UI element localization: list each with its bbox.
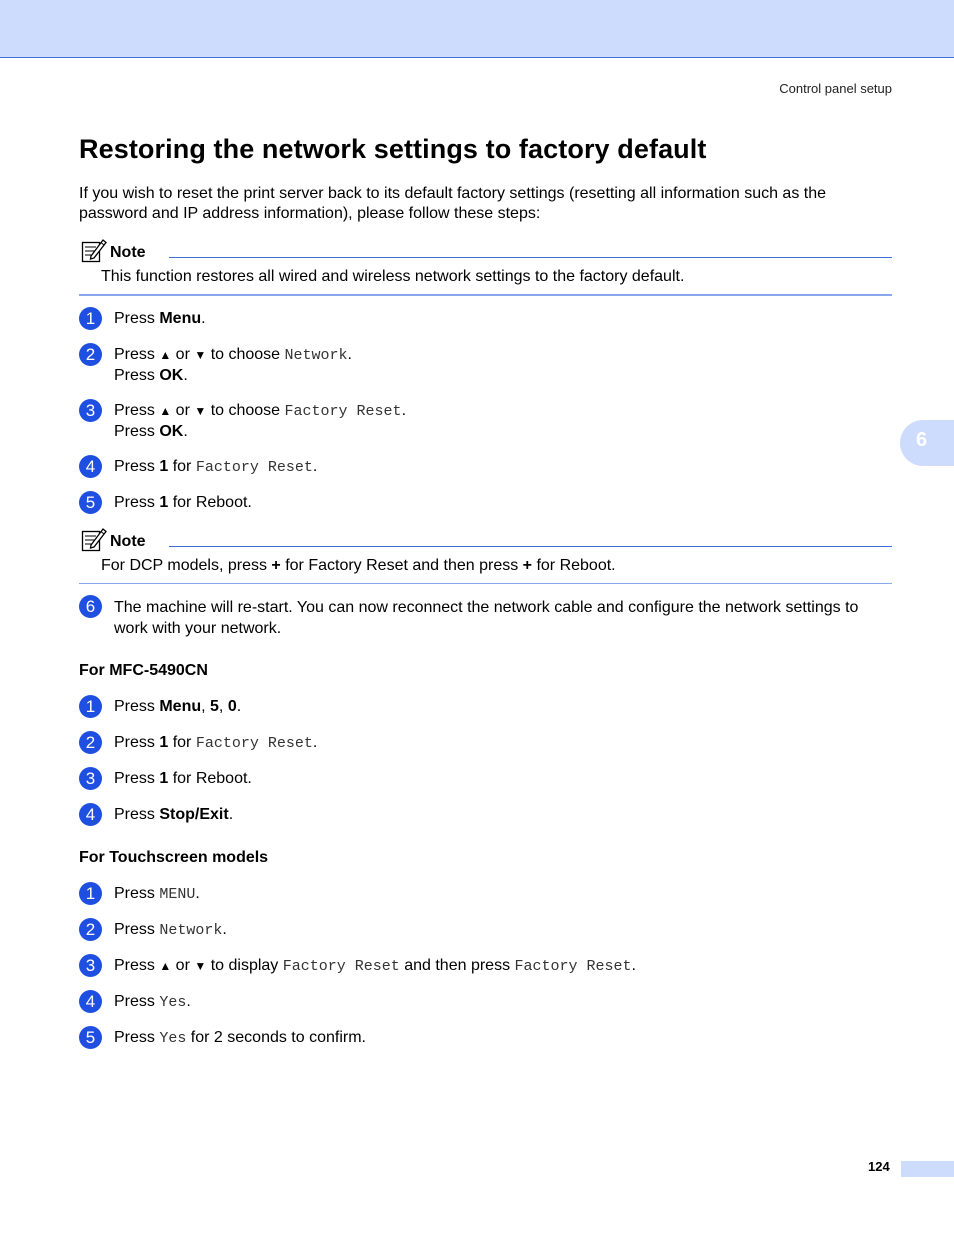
step-text: Press — [114, 367, 160, 384]
step-text: Press — [114, 957, 160, 974]
step-text: The machine will re-start. You can now reconnect the network cable and configure the network settings to work with your network. — [114, 599, 859, 637]
step-number-badge: 4 — [79, 803, 102, 826]
step-text: Press — [114, 770, 160, 787]
key-label: 0 — [227, 698, 237, 715]
footer-bar — [901, 1161, 954, 1177]
step-text: for — [168, 458, 196, 475]
step-number-badge: 5 — [79, 1026, 102, 1049]
lcd-text: Factory Reset — [284, 403, 402, 420]
step-text: . — [183, 367, 188, 384]
lcd-text: Network — [284, 347, 348, 364]
up-arrow-icon: ▲ — [159, 348, 172, 362]
section-heading-touchscreen: For Touchscreen models — [79, 849, 269, 866]
lcd-text: Factory Reset — [514, 958, 632, 975]
step-text: Press — [114, 346, 160, 363]
key-label: 5 — [210, 698, 219, 715]
lcd-text: Yes — [159, 994, 187, 1011]
step-number-badge: 1 — [79, 307, 102, 330]
chapter-tab — [900, 420, 954, 466]
step-text: to choose — [206, 346, 285, 363]
step-text: Press — [114, 494, 160, 511]
lcd-text: MENU — [159, 886, 196, 903]
step-text: . — [312, 458, 318, 475]
step-number-badge: 4 — [79, 990, 102, 1013]
step-text: or — [171, 402, 195, 419]
note-label: Note — [110, 533, 146, 550]
lcd-text: Factory Reset — [195, 459, 313, 476]
step-number-badge: 3 — [79, 954, 102, 977]
key-label: Menu — [159, 698, 202, 715]
note-divider — [169, 257, 892, 258]
note-divider — [169, 546, 892, 547]
note-text: This function restores all wired and wireless network settings to the factory default. — [101, 268, 685, 285]
key-label: Menu — [159, 310, 202, 327]
step-text: Press — [114, 402, 160, 419]
lcd-text: Factory Reset — [282, 958, 400, 975]
lcd-text: Network — [159, 922, 223, 939]
step-number-badge: 1 — [79, 695, 102, 718]
step-text: . — [183, 423, 188, 440]
chapter-number: 6 — [916, 429, 928, 451]
key-label: OK — [159, 423, 184, 440]
up-arrow-icon: ▲ — [159, 404, 172, 418]
step-number-badge: 2 — [79, 731, 102, 754]
header-band — [0, 0, 954, 58]
intro-paragraph: If you wish to reset the print server back to its default factory settings (resetting all information such as the password and IP address information), please follow these steps: — [79, 185, 827, 222]
step-text: or — [171, 346, 195, 363]
step-text: Press — [114, 993, 160, 1010]
step-text: to choose — [206, 402, 285, 419]
key-label: 1 — [159, 734, 169, 751]
step-text: Press — [114, 310, 160, 327]
key-label: 1 — [159, 770, 169, 787]
step-text: Press — [114, 698, 160, 715]
note-label: Note — [110, 244, 146, 261]
page-number: 124 — [868, 1159, 890, 1174]
step-text: for Reboot. — [168, 494, 252, 511]
section-heading-mfc: For MFC-5490CN — [79, 662, 208, 679]
step-number-badge: 2 — [79, 343, 102, 366]
step-text: . — [401, 402, 407, 419]
note-pencil-icon — [81, 526, 107, 552]
step-text: . — [347, 346, 352, 363]
key-label: Stop/Exit — [159, 806, 229, 823]
step-text: Press — [114, 921, 160, 938]
step-number-badge: 5 — [79, 491, 102, 514]
running-header: Control panel setup — [779, 81, 892, 96]
step-number-badge: 6 — [79, 595, 102, 618]
step-text: Press — [114, 806, 160, 823]
note-bottom-rule — [79, 583, 892, 584]
lcd-text: Yes — [159, 1030, 187, 1047]
step-text: . — [201, 310, 206, 327]
step-text: Press — [114, 423, 160, 440]
step-number-badge: 1 — [79, 882, 102, 905]
step-text: Press — [114, 885, 160, 902]
step-number-badge: 2 — [79, 918, 102, 941]
step-number-badge: 3 — [79, 399, 102, 422]
note-box — [79, 526, 892, 585]
note-box — [79, 237, 892, 297]
down-arrow-icon: ▼ — [194, 404, 207, 418]
step-text: Press — [114, 734, 160, 751]
step-number-badge: 3 — [79, 767, 102, 790]
lcd-text: Factory Reset — [195, 735, 313, 752]
step-number-badge: 4 — [79, 455, 102, 478]
note-text: For DCP models, press + for Factory Reset and then press + for Reboot. — [101, 557, 616, 574]
step-text: Press — [114, 458, 160, 475]
key-label: 1 — [159, 494, 169, 511]
key-label: OK — [159, 367, 184, 384]
up-arrow-icon: ▲ — [159, 959, 172, 973]
page-title: Restoring the network settings to factory default — [79, 134, 707, 164]
key-label: 1 — [159, 458, 169, 475]
step-text: Press — [114, 1029, 160, 1046]
note-pencil-icon — [81, 237, 107, 263]
note-bottom-rule — [79, 294, 892, 296]
down-arrow-icon: ▼ — [194, 348, 207, 362]
down-arrow-icon: ▼ — [194, 959, 207, 973]
